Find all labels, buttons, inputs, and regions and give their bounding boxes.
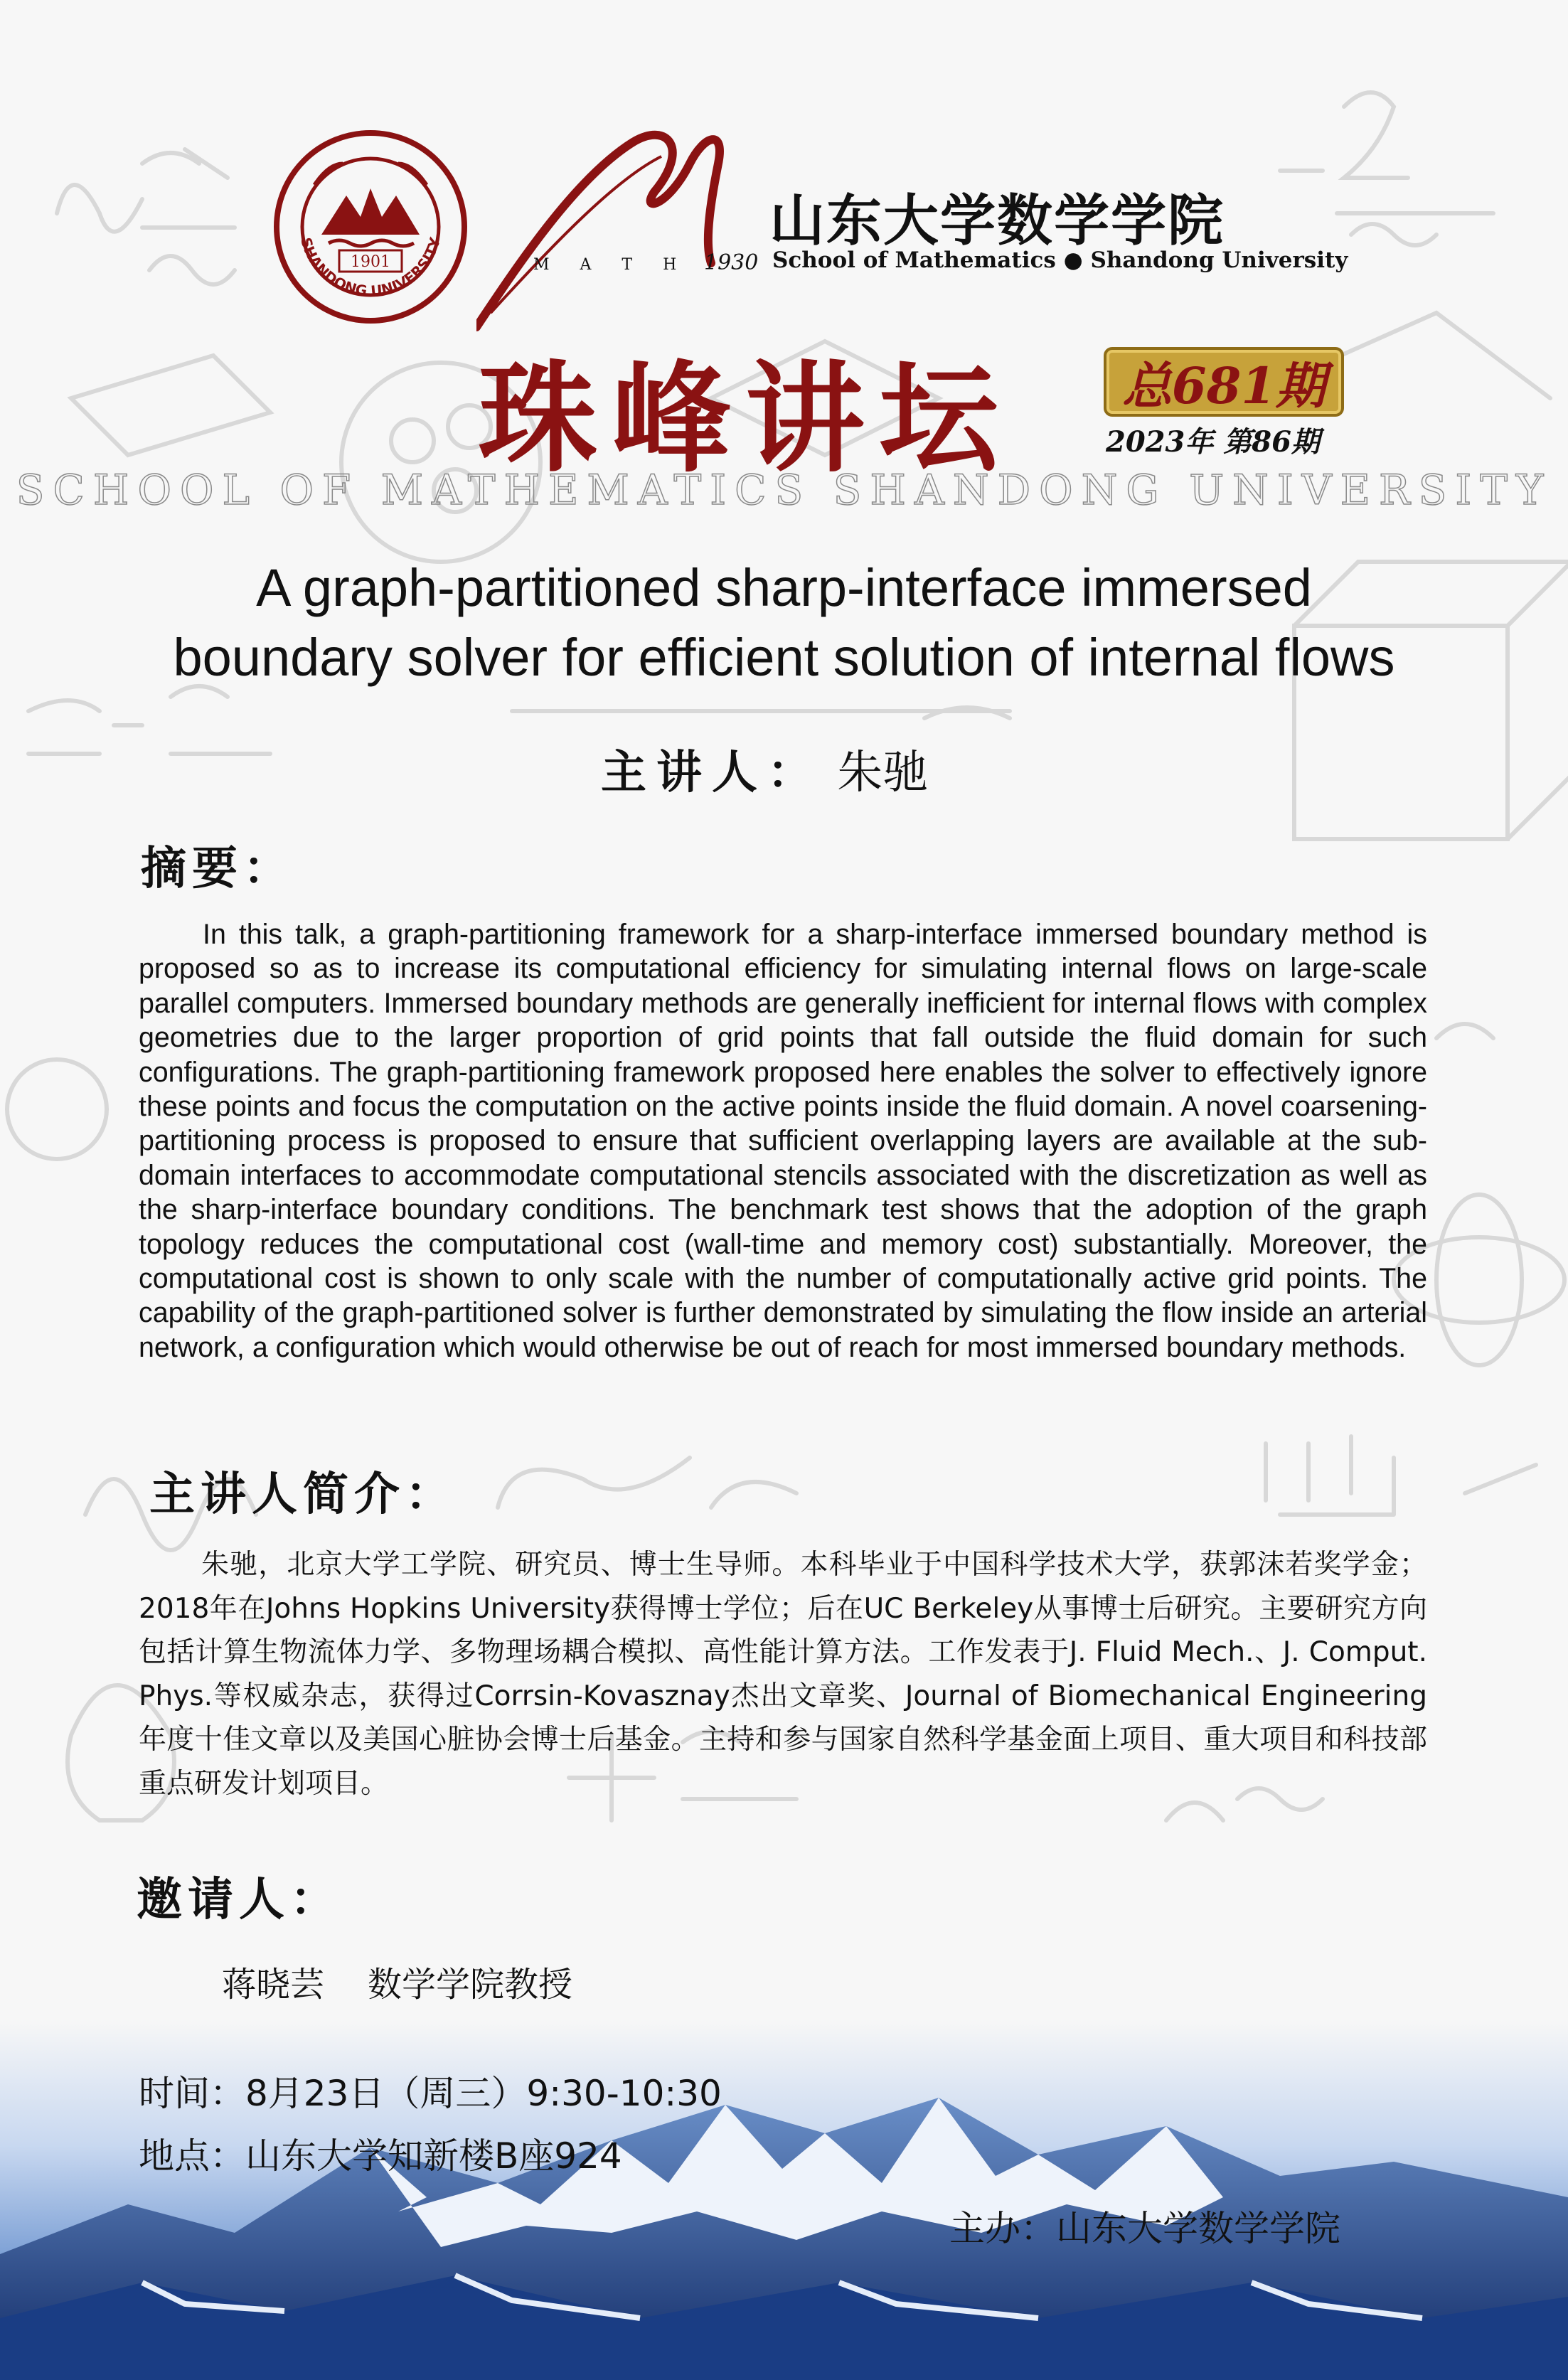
speaker-name: 朱驰 bbox=[837, 747, 929, 799]
university-seal-logo bbox=[272, 128, 469, 326]
issue-badge bbox=[1104, 347, 1344, 417]
event-time: 时间：8月23日（周三）9:30-10:30 bbox=[139, 2073, 722, 2114]
event-place: 地点：山东大学知新楼B座924 bbox=[139, 2135, 622, 2177]
speaker-label: 主讲人： bbox=[601, 746, 823, 799]
speaker-line bbox=[601, 736, 928, 801]
talk-title-line-1: A graph-partitioned sharp-interface immersed bbox=[256, 558, 1312, 617]
math-school-logo bbox=[476, 121, 761, 334]
logo-year: 1930 bbox=[704, 250, 759, 275]
school-name-en: School of Mathematics ● Shandong University bbox=[772, 247, 1348, 273]
logo-word: M A T H bbox=[533, 256, 690, 274]
seal-arc-text: SHANDONG UNIVERSITY bbox=[297, 235, 444, 300]
issue-total: 总681期 bbox=[1121, 356, 1326, 415]
school-name-cn: 山东大学数学学院 bbox=[769, 188, 1225, 253]
seal-year: 1901 bbox=[351, 253, 390, 271]
school-band-text: SCHOOL OF MATHEMATICS SHANDONG UNIVERSITY bbox=[16, 466, 1552, 514]
host-text: 蒋晓芸 数学学院教授 bbox=[222, 1965, 573, 2005]
abstract-text: In this talk, a graph-partitioning framework for a sharp-interface immersed boundary method is proposed so as to increase its computational efficiency for simulating internal flows on large-scale parallel computers. Immersed boundary methods are generally inefficient for internal flows with complex geometries due to the larger proportion of grid points that fall outside the fluid domain for such configurations. The graph-partitioning framework proposed here enables the solver to effectively ignore these points and focus the computation on the active points inside the fluid domain. A novel coarsening-partitioning process is proposed to ensure that sufficient overlapping layers are available at the sub-domain interfaces to accommodate computational stencils associated with the discretization as well as the sharp-interface boundary conditions. The benchmark test shows that the adoption of the graph topology reduces the computational cost (wall-time and memory cost) substantially. Moreover, the computational cost is shown to only scale with the number of computationally active grid points. The capability of the graph-partitioned solver is further demonstrated by simulating the flow inside an arterial network, a configuration which would otherwise be out of reach for most immersed boundary methods. bbox=[139, 919, 1427, 1363]
abstract-heading: 摘要： bbox=[141, 842, 294, 895]
talk-title-line-2: boundary solver for efficient solution of internal flows bbox=[173, 628, 1395, 687]
bio-heading: 主讲人简介： bbox=[149, 1468, 457, 1521]
issue-year: 2023年 第86期 bbox=[1106, 425, 1320, 459]
host-heading: 邀请人： bbox=[137, 1873, 341, 1926]
event-organizer: 主办：山东大学数学学院 bbox=[949, 2208, 1340, 2249]
series-title: 珠峰讲坛 bbox=[478, 348, 1013, 489]
talk-title bbox=[57, 553, 1511, 693]
bio-text: 朱驰，北京大学工学院、研究员、博士生导师。本科毕业于中国科学技术大学，获郭沫若奖学金；2018年在Johns Hopkins University获得博士学位；后在UC Berkeley从事博士后研究。主要研究方向包括计算生物流体力学、多物理场耦合模拟、高性能计算方法。工作发表于J. Fluid Mech.、J. Comput. Phys.等权威杂志，获得过Corrsin-Kovasznay杰出文章奖、Journal of Biomechanical Engineering年度十佳文章以及美国心脏协会博士后基金。主持和参与国家自然科学基金面上项目、重大项目和科技部重点研发计划项目。 bbox=[139, 1549, 1427, 1800]
